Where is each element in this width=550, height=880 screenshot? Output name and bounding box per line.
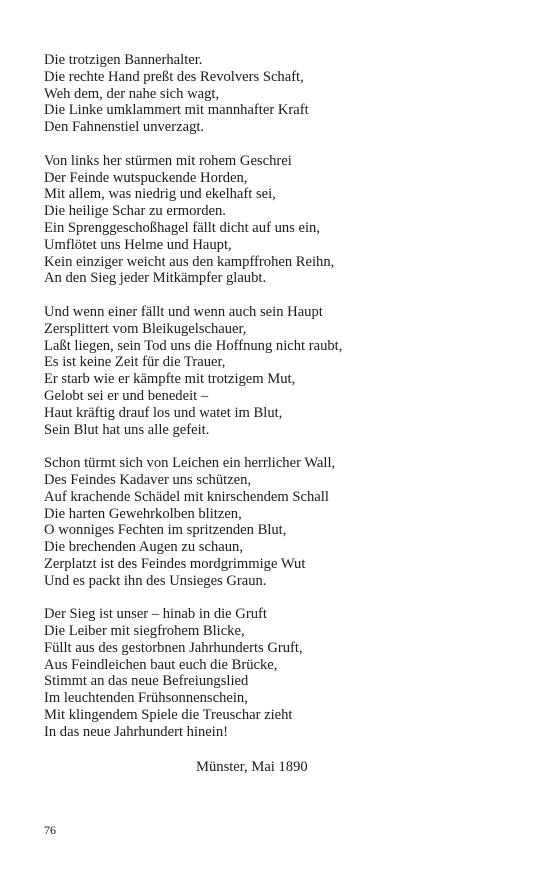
poem-line: Weh dem, der nahe sich wagt,	[44, 85, 220, 102]
poem-line: Zersplittert vom Bleikugelschauer,	[44, 320, 247, 337]
poem-line: Gelobt sei er und benedeit –	[44, 387, 209, 404]
poem-body	[44, 52, 514, 757]
poem-line: Die trotzigen Bannerhalter.	[44, 52, 203, 68]
stanza-2	[44, 153, 514, 287]
poem-line: Die Leiber mit siegfrohem Blicke,	[44, 623, 245, 640]
stanza-4	[44, 455, 514, 589]
poem-line: Sein Blut hat uns alle gefeit.	[44, 421, 210, 438]
poem-line: Im leuchtenden Frühsonnenschein,	[44, 690, 248, 707]
poem-line: Es ist keine Zeit für die Trauer,	[44, 354, 226, 371]
poem-line: Die harten Gewehrkolben blitzen,	[44, 505, 242, 522]
poem-line: Schon türmt sich von Leichen ein herrlicher Wall,	[44, 455, 336, 472]
poem-line: Ein Sprenggeschoßhagel fällt dicht auf uns ein,	[44, 219, 320, 236]
poem-line: Stimmt an das neue Befreiungslied	[44, 673, 249, 690]
poem-line: An den Sieg jeder Mitkämpfer glaubt.	[44, 270, 267, 287]
poem-line: Die brechenden Augen zu schaun,	[44, 539, 243, 556]
poem-line: Mit allem, was niedrig und ekelhaft sei,	[44, 186, 276, 203]
poem-line: O wonniges Fechten im spritzenden Blut,	[44, 522, 287, 539]
poem-line: Aus Feindleichen baut euch die Brücke,	[44, 656, 278, 673]
poem-line: Zerplatzt ist des Feindes mordgrimmige Wut	[44, 555, 306, 572]
poem-line: Den Fahnenstiel unverzagt.	[44, 119, 205, 136]
poem-line: Haut kräftig drauf los und watet im Blut,	[44, 404, 283, 421]
poem-line: Die Linke umklammert mit mannhafter Kraft	[44, 102, 309, 119]
poem-line: Die heilige Schar zu ermorden.	[44, 203, 226, 220]
stanza-3	[44, 304, 514, 438]
page-number: 76	[44, 823, 56, 837]
stanza-1	[44, 52, 514, 136]
poem-line: Laßt liegen, sein Tod uns die Hoffnung nicht raubt,	[44, 337, 343, 354]
poem-line: Und es packt ihn des Unsieges Graun.	[44, 572, 267, 589]
poem-line: Die rechte Hand preßt des Revolvers Schaft,	[44, 68, 304, 85]
poem-line: Auf krachende Schädel mit knirschendem Schall	[44, 488, 329, 505]
poem-line: Der Feinde wutspuckende Horden,	[44, 169, 248, 186]
poem-line: Des Feindes Kadaver uns schützen,	[44, 471, 252, 488]
poem-line: Füllt aus des gestorbnen Jahrhunderts Gruft,	[44, 639, 303, 656]
poem-line: Mit klingendem Spiele die Treuschar zieht	[44, 707, 293, 724]
stanza-5	[44, 606, 514, 740]
poem-line: Und wenn einer fällt und wenn auch sein Haupt	[44, 303, 323, 320]
place-date-signature: Münster, Mai 1890	[196, 759, 308, 775]
poem-line: Von links her stürmen mit rohem Geschrei	[44, 152, 292, 169]
poem-line: Kein einziger weicht aus den kampffrohen Reihn,	[44, 253, 335, 270]
poem-line: Umflötet uns Helme und Haupt,	[44, 236, 232, 253]
poem-line: Er starb wie er kämpfte mit trotzigem Mut,	[44, 371, 296, 388]
poem-line: Der Sieg ist unser – hinab in die Gruft	[44, 606, 267, 623]
poem-line: In das neue Jahrhundert hinein!	[44, 723, 228, 740]
